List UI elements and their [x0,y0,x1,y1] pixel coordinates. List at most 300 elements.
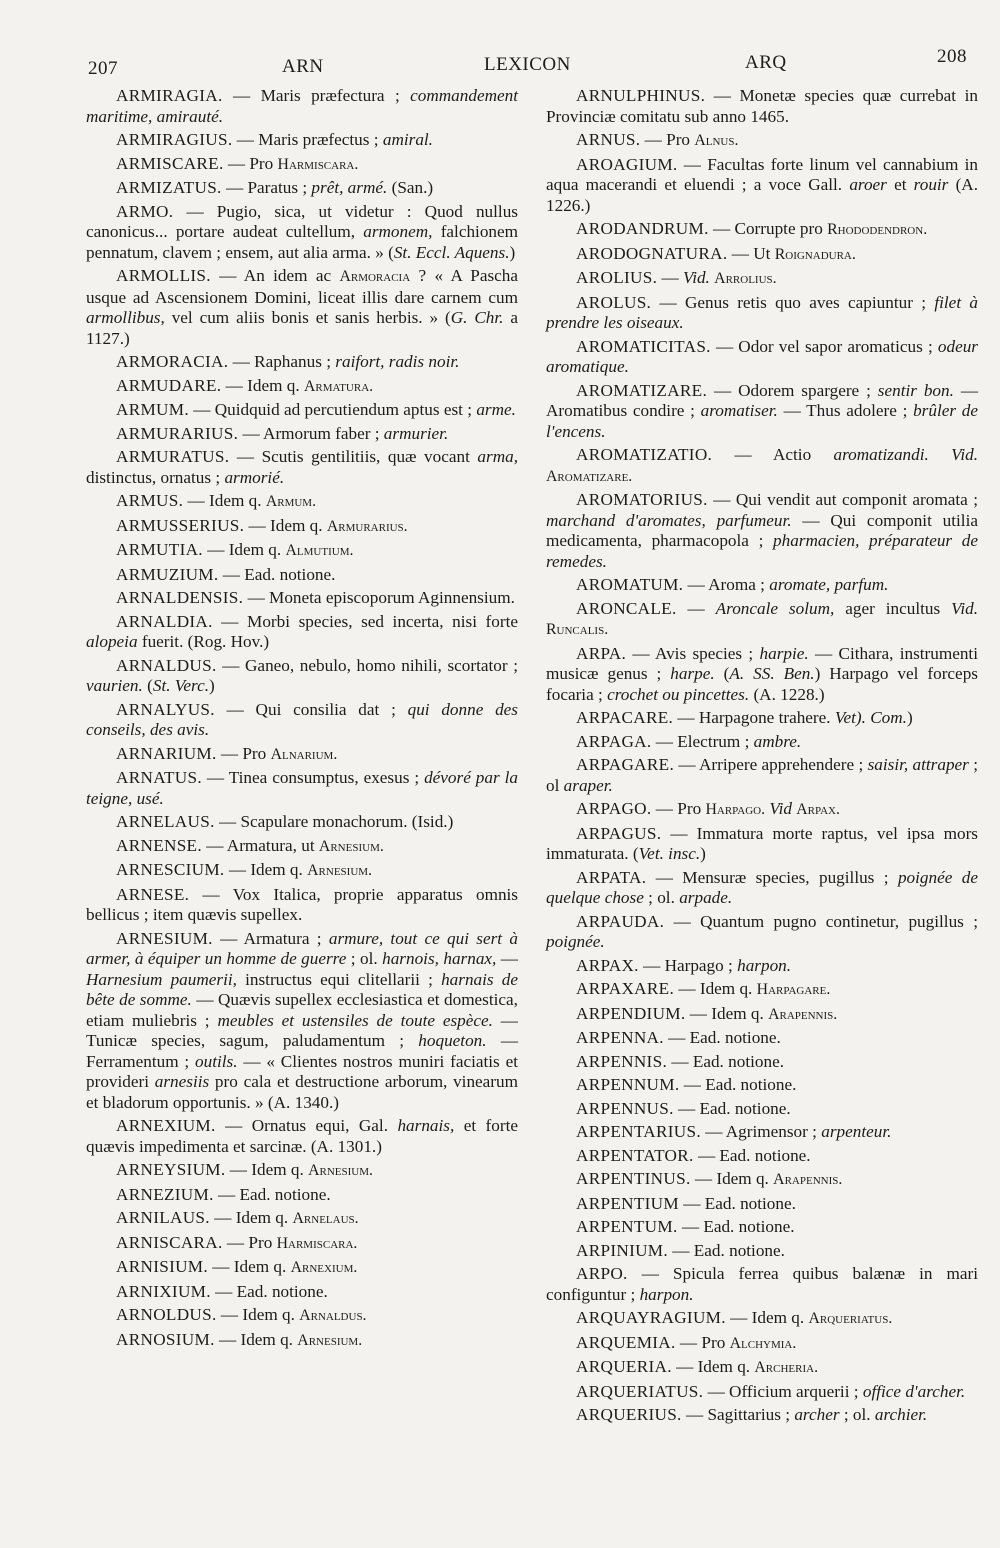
entry-text: — Quidquid ad percutiendum aptus est ; [188,400,477,419]
entry-text: distinctus, ornatus ; [86,467,225,487]
dictionary-entry [546,1099,978,1120]
dictionary-entry [546,1382,978,1403]
entry-text: fuerit. (Rog. Hov.) [137,632,270,651]
entry-cross-reference: Archeria. [754,1359,819,1376]
dictionary-entry [86,700,518,741]
entry-text: — Agrimensor ; [700,1122,822,1141]
dictionary-entry [546,755,978,796]
entry-headword: ARNILAUS. [116,1208,210,1227]
entry-text: ager incultus [834,598,952,618]
entry-text: — Quævis supellex ecclesiastica et domestica, etiam muliebris ; [86,990,518,1030]
entry-text: — Arripere apprehendere ; [674,755,868,774]
entry-italic: arpade. [679,888,733,907]
entry-text: — Idem q. [225,1160,309,1179]
dictionary-entry [86,1185,518,1206]
entry-cross-reference: Alnarium. [270,745,338,763]
entry-text: — Qui vendit aut componit aromata ; [707,490,978,509]
entry-text: — Ead. notione. [663,1028,781,1047]
dictionary-entry [546,445,978,487]
entry-headword: ARMUZIUM. [116,564,219,584]
entry-headword: AROMATORIUS. [576,490,708,509]
entry-headword: ARPENNA. [576,1028,664,1047]
entry-text: instructus equi clitellarii ; [236,969,442,989]
dictionary-entry [546,599,978,641]
entry-text: — Maris præfectura ; [222,86,411,105]
entry-text: — Ferramentum ; [86,1031,519,1071]
entry-italic: Vet). Com. [834,708,907,727]
entry-italic: outils. [195,1051,238,1071]
entry-text: — Officium arquerii ; [703,1381,863,1401]
entry-text: ; ol. [643,888,680,907]
entry-cross-reference: Aromatizare. [546,467,633,485]
entry-text: — Pugio, sica, ut videtur : Quod nullus canonicus... portare audeat cultellum, [86,201,518,241]
dictionary-entry [546,644,978,706]
guide-word-right: ARQ [745,52,787,73]
entry-headword: AROAGIUM. [576,154,678,174]
entry-headword: ARPINIUM. [576,1240,668,1260]
guide-word-left: ARN [282,56,324,77]
entry-italic: ambre. [753,731,802,751]
entry-headword: ARMOLLIS. [116,266,211,285]
entry-headword: ARNEXIUM. [116,1116,216,1135]
entry-headword: ARNESIUM. [116,928,213,948]
dictionary-entry [86,588,518,609]
entry-text: — Ead. notione. [673,1098,791,1118]
dictionary-entry [546,381,978,443]
left-column [86,86,518,1354]
entry-text: — Genus retis quo aves capiuntur ; [651,292,935,312]
entry-italic: pharmacien, préparateur de remedes. [546,531,978,571]
dictionary-entry [86,491,518,513]
dictionary-entry [546,1004,978,1026]
entry-text: — « Clientes nostros muniri faciatis et provideri [86,1051,518,1091]
dictionary-entry [86,86,518,127]
dictionary-entry [546,155,978,217]
entry-italic: harnais, [397,1116,455,1135]
entry-cross-reference: Armum. [265,493,317,510]
entry-text: — Tinea consumptus, exesus ; [201,768,425,787]
entry-headword: ARMORACIA. [116,352,229,371]
entry-text: — [676,598,716,618]
dictionary-entry [546,708,978,729]
dictionary-entry [86,540,518,562]
entry-italic: Aroncale solum, [715,598,835,618]
entry-text: — Harpago ; [638,955,738,975]
dictionary-entry [546,1217,978,1238]
entry-text: — Idem q. [214,1329,298,1349]
entry-headword: ARNULPHINUS. [576,86,706,105]
dictionary-entry [86,1282,518,1303]
entry-text: — Mensuræ species, pugillus ; [646,867,898,887]
entry-cross-reference: Harmiscara. [277,155,359,173]
entry-text: — Paratus ; [221,178,312,197]
dictionary-entry [546,956,978,977]
dictionary-entry [86,376,518,398]
entry-italic: arme. [476,400,516,419]
dictionary-entry [546,1075,978,1096]
dictionary-entry [86,1330,518,1352]
entry-text: falchionem pennatum, clavem ; ensem, aut alia arma. » ( [86,222,519,262]
entry-italic: harpon. [639,1284,694,1304]
entry-text: — Idem q. [224,860,308,879]
entry-headword: ARMUS. [116,491,184,510]
dictionary-entry [86,1257,518,1279]
entry-headword: ARNALDIA. [116,611,213,631]
entry-headword: ARQUERIATUS. [576,1381,704,1401]
entry-text: — Armatura, ut [201,835,319,855]
entry-headword: ARPENNUM. [576,1075,680,1094]
entry-italic: marchand d'aromates, parfumeur. [546,510,792,530]
dictionary-entry [546,979,978,1001]
dictionary-entry [546,244,978,266]
dictionary-entry [546,1146,978,1167]
entry-text: — Moneta episcoporum Aginnensium. [243,588,515,607]
entry-headword: ARPENDIUM. [576,1003,686,1023]
entry-italic: armorié. [224,467,285,487]
entry-headword: ARMUSSERIUS. [116,515,245,535]
entry-cross-reference: Arapennis. [768,1005,838,1023]
entry-headword: ARPAGO. [576,799,652,818]
entry-headword: ARMIZATUS. [116,178,222,197]
entry-italic: amiral. [382,130,433,149]
entry-text: — Idem q. [216,1305,300,1324]
dictionary-entry [546,337,978,378]
entry-text: ) Harpago vel forceps focaria ; [546,664,978,704]
entry-headword: ARNEYSIUM. [116,1160,226,1179]
entry-cross-reference: Arnesium. [307,862,373,879]
entry-text: — Odor vel sapor aromaticus ; [710,336,938,356]
dictionary-entry [86,836,518,858]
entry-italic: aromatiser. [700,401,778,420]
entry-text: ; ol [546,755,978,795]
entry-text: ) [509,242,516,262]
entry-text: — Idem q. [209,1208,293,1227]
entry-italic: armure, tout ce qui sert à armer, à équiper un homme de guerre [86,928,518,968]
entry-text: — Facultas forte linum vel cannabium in aqua macerandi et eluendi ; a voce Gall. [546,154,978,194]
entry-headword: AROMATIZATIO. [576,445,713,464]
dictionary-entry [86,656,518,697]
entry-text: — Vox Italica, proprie apparatus omnis bellicus ; item quævis supellex. [86,884,518,924]
entry-text: ) [906,708,913,727]
dictionary-entry [546,130,978,152]
entry-text: — Ornatus equi, Gal. [215,1116,398,1135]
entry-text: — Pro [223,153,278,173]
dictionary-entry [86,202,518,264]
entry-text: — Scapulare monachorum. (Isid.) [214,812,454,831]
entry-text: — Odorem spargere ; [707,380,878,400]
entry-italic: aromate, parfum. [769,575,889,594]
entry-italic: office d'archer. [862,1381,966,1401]
entry-headword: ARPACARE. [576,708,674,727]
entry-text: — [496,949,518,968]
dictionary-entry [546,293,978,334]
entry-text: — Idem q. [674,979,757,998]
entry-headword: ARMIRAGIA. [116,86,223,105]
dictionary-entry [86,1160,518,1182]
entry-text: — Corrupte pro [708,219,828,238]
dictionary-entry [546,1194,978,1215]
entry-text: vel cum aliis bonis et sanis herbis. » ( [164,308,451,327]
dictionary-entry [546,868,978,909]
entry-headword: ARPAGA. [576,731,652,751]
page-number-right: 208 [937,46,967,67]
entry-text: — Electrum ; [651,731,754,751]
entry-text: — Morbi species, sed incerta, nisi forte [212,611,518,631]
entry-italic: Vid. [951,598,979,618]
entry-text: — An idem ac [210,266,340,285]
entry-italic: arpenteur. [821,1122,892,1141]
entry-italic: harpe. [670,664,715,683]
entry-cross-reference: Arqueriatus. [808,1310,893,1327]
entry-cross-reference: Alnus. [694,132,739,149]
entry-headword: ARPAUDA. [576,911,665,931]
entry-headword: ARPENTARIUS. [576,1122,701,1141]
entry-italic: commandement maritime, amirauté. [86,86,518,126]
entry-headword: ARPENTIUM [576,1193,679,1213]
dictionary-entry [86,400,518,421]
entry-text: — Idem q. [244,515,327,535]
page-number-left: 207 [88,58,118,79]
entry-text: — [657,268,683,287]
entry-italic: vaurien. [86,676,143,695]
entry-italic: araper. [563,775,613,795]
entry-text: — Pro [222,1232,277,1252]
entry-text: — Scutis gentilitiis, quæ vocant [229,447,478,466]
entry-headword: ARMUM. [116,400,189,419]
entry-text: — Idem q. [183,491,266,510]
entry-headword: ARNELAUS. [116,812,215,831]
entry-headword: ARQUERIUS. [576,1405,682,1424]
dictionary-entry [546,732,978,753]
entry-italic: Vid. [682,268,710,287]
entry-italic: armurier. [383,423,449,443]
dictionary-entry [86,744,518,766]
entry-italic: rouir [913,175,949,194]
dictionary-entry [546,1264,978,1305]
entry-text: — Qui componit utilia medicamenta, pharmacopola ; [546,510,978,550]
entry-italic: poignée. [546,932,605,951]
entry-italic: harpon. [737,955,792,975]
entry-headword: ARPENTUM. [576,1217,678,1236]
entry-italic: harnais de bête de somme. [86,969,519,1009]
entry-headword: ARPA. [576,643,627,663]
entry-headword: ARONCALE. [576,598,677,618]
dictionary-entry [86,768,518,809]
entry-text: — Pro [640,130,695,149]
dictionary-entry [86,178,518,199]
entry-text: — Maris præfectus ; [232,130,383,149]
right-column [546,86,978,1429]
entry-text: — Ead. notione. [693,1145,811,1165]
dictionary-entry [86,1208,518,1230]
entry-headword: ARNENSE. [116,835,202,855]
entry-text: — Idem q. [690,1169,774,1188]
entry-cross-reference: Armoracia [339,268,411,285]
entry-italic: prêt, armé. [311,178,388,197]
entry-text: — Qui consilia dat ; [214,699,408,719]
entry-text: — Monetæ species quæ currebat in Provinciæ comitatu sub anno 1465. [546,86,978,126]
entry-text: ; ol. [346,949,383,968]
entry-text: ) [209,676,215,695]
entry-cross-reference: Rhododendron. [827,221,928,238]
entry-headword: ARNESCIUM. [116,860,225,879]
entry-cross-reference: Harpago. [705,801,766,818]
entry-headword: ARNALDENSIS. [116,588,244,607]
running-title: LEXICON [484,54,571,75]
dictionary-entry [546,1357,978,1379]
entry-text: — Armatura ; [212,928,329,948]
entry-headword: ARNOLDUS. [116,1305,217,1324]
entry-italic: harnois, harnax, [382,949,497,968]
dictionary-entry [546,575,978,596]
entry-text: ; ol. [839,1405,875,1424]
entry-italic: armollibus, [86,308,165,327]
dictionary-entry [86,812,518,833]
entry-text: ? « A Pascha usque ad Ascensionem Domini, liceat illis dare carnem cum [86,266,519,307]
entry-italic: dévoré par la teigne, usé. [86,768,518,808]
dictionary-entry [546,824,978,865]
entry-italic: armonem, [363,222,433,241]
entry-text: — Aromatibus condire ; [546,380,979,420]
entry-italic: hoqueton. [418,1031,487,1050]
dictionary-entry [546,799,978,821]
dictionary-entry [86,266,518,349]
entry-headword: ARNUS. [576,130,641,149]
entry-headword: ARPENNUS. [576,1098,674,1118]
entry-cross-reference: Arapennis. [773,1171,843,1188]
entry-text: — Idem q. [221,375,304,395]
entry-text: — Idem q. [685,1003,769,1023]
entry-italic: saisir, attraper [867,755,969,774]
running-header [0,44,1000,84]
entry-headword: ARNEZIUM. [116,1184,214,1204]
entry-text: — Actio [712,445,834,464]
dictionary-entry [546,1052,978,1073]
entry-italic: brûler de l'encens. [546,401,978,441]
entry-headword: AROMATUM. [576,575,684,594]
entry-headword: ARPAGARE. [576,755,675,774]
entry-italic: Harnesium paumerii, [86,969,237,989]
entry-headword: ARNESE. [116,884,190,904]
entry-cross-reference: Arpax. [796,801,840,818]
entry-cross-reference: Runcalis. [546,621,609,638]
entry-headword: ARNALDUS. [116,655,217,675]
entry-cross-reference: Arnelaus. [292,1210,359,1227]
entry-headword: ARMISCARE. [116,153,224,173]
entry-cross-reference: Arnexium. [290,1259,358,1276]
dictionary-entry [546,1308,978,1330]
entry-italic: Vet. insc. [638,844,701,863]
entry-headword: AROLUS. [576,292,652,312]
entry-text: (San.) [387,178,434,197]
dictionary-entry [86,612,518,653]
entry-text: — Thus adolere ; [777,401,914,420]
entry-text: — Idem q. [725,1308,809,1327]
entry-headword: ARODANDRUM. [576,219,709,238]
entry-italic: archier. [874,1405,928,1424]
entry-text: — Harpagone trahere. [673,708,835,727]
dictionary-entry [86,352,518,373]
entry-text: — Armorum faber ; [238,423,384,443]
entry-italic: arnesiis [154,1072,210,1091]
entry-headword: AROMATIZARE. [576,380,708,400]
entry-headword: ARPENTATOR. [576,1145,694,1165]
entry-headword: ARMO. [116,201,174,221]
entry-text: — Ead. notione. [678,1193,796,1213]
dictionary-entry [546,219,978,241]
entry-headword: ARPAGUS. [576,823,662,843]
entry-cross-reference: Almutium. [285,542,354,559]
entry-italic: sentir bon. [877,380,954,400]
entry-italic: aromatizandi. Vid. [833,445,978,464]
entry-text: — Idem q. [202,540,286,559]
entry-text: — Pro [651,799,706,818]
dictionary-entry [546,268,978,290]
entry-headword: ARMUTIA. [116,540,203,559]
entry-headword: ARMIRAGIUS. [116,130,233,149]
entry-text: ) [700,844,706,863]
entry-italic: A. SS. Ben. [729,664,815,683]
entry-italic: harpie. [759,643,809,663]
entry-headword: ARPATA. [576,867,647,887]
entry-italic: crochet ou pincettes. [607,684,750,704]
entry-headword: ARNISCARA. [116,1232,223,1252]
entry-italic: meubles et ustensiles de toute espèce. [217,1010,493,1030]
entry-text: — Ead. notione. [213,1184,331,1204]
dictionary-entry [86,1233,518,1255]
entry-text: — Ead. notione. [210,1281,328,1301]
entry-headword: ARQUEMIA. [576,1332,676,1352]
dictionary-entry [86,130,518,151]
entry-cross-reference: Armurarius. [326,517,408,535]
entry-headword: ARPO. [576,1264,628,1283]
entry-headword: ARNATUS. [116,768,202,787]
entry-text: — Ut [727,243,775,263]
entry-cross-reference: Arnaldus. [299,1307,367,1324]
entry-text: — Ead. notione. [677,1217,795,1236]
dictionary-entry [546,1169,978,1191]
entry-text: et [886,175,914,194]
entry-cross-reference: Harmiscara. [276,1234,358,1252]
entry-headword: ARMURARIUS. [116,423,239,443]
entry-text: — Idem q. [671,1357,755,1376]
entry-text: — Quantum pugno continetur, pugillus ; [664,911,978,931]
dictionary-entry [86,1116,518,1157]
entry-text: — Avis species ; [626,643,760,663]
dictionary-entry [86,154,518,176]
dictionary-entry [546,490,978,572]
entry-text: — Ead. notione. [679,1075,797,1094]
dictionary-entry [86,860,518,882]
entry-italic: arma, [477,447,518,466]
entry-cross-reference: Armatura. [303,377,374,395]
entry-italic: odeur aromatique. [546,336,978,376]
dictionary-entry [546,86,978,127]
entry-text: (A. 1228.) [749,684,825,704]
entry-text: pro cala et destructione arborum, vinearum et bladorum opportunis. » (A. 1340.) [86,1072,518,1112]
dictionary-entry [546,1405,978,1426]
entry-text: et forte quævis impedimenta et sarcinæ. (A. 1301.) [86,1116,518,1156]
entry-italic: aroer [849,175,887,194]
entry-text: a 1127.) [86,308,518,348]
dictionary-entry [546,1333,978,1355]
entry-cross-reference: Harpagare. [756,981,831,998]
entry-headword: ARPAXARE. [576,979,675,998]
entry-cross-reference: Roignadura. [774,245,856,263]
dictionary-entry [86,565,518,586]
entry-cross-reference: Arnesium. [297,1331,363,1349]
entry-text: — Ganeo, nebulo, homo nihili, scortator ; [216,655,518,675]
